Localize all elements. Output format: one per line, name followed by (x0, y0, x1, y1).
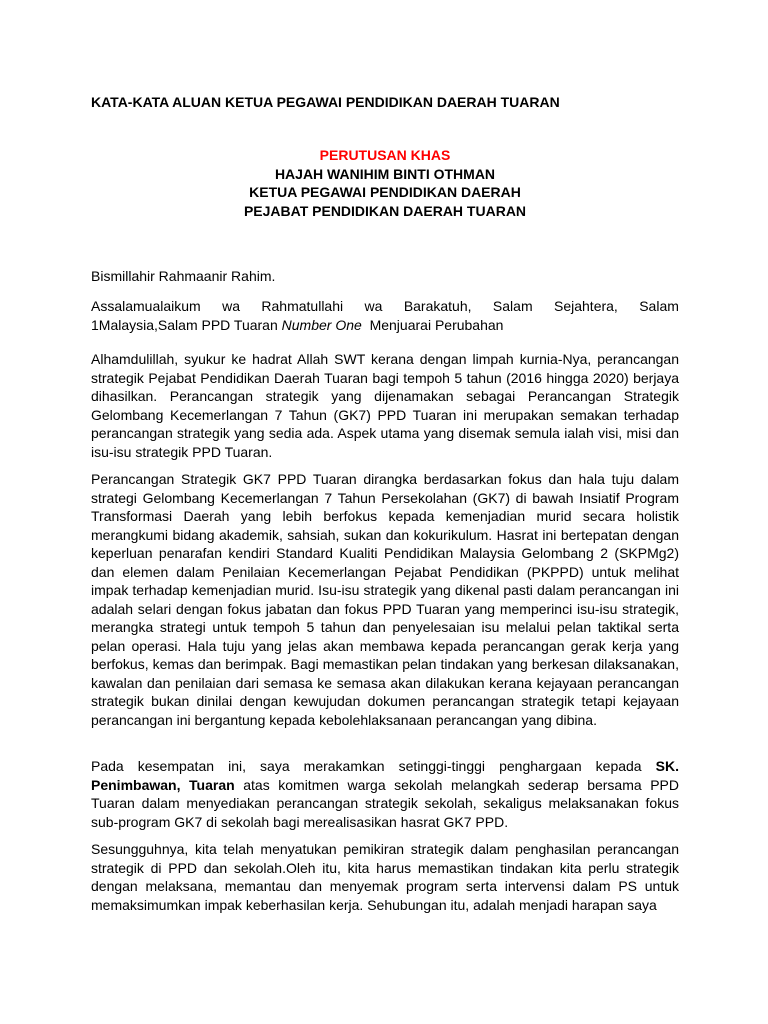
paragraph-1: Alhamdulillah, syukur ke hadrat Allah SWT kerana dengan limpah kurnia-Nya, perancangan strategik Pejabat Pendidikan Daerah Tuaran bagi tempoh 5 tahun (2016 hingga 2020) berjaya dihasilkan. Perancangan strategik yang dijenamakan sebagai Perancangan Strategik Gelombang Kecemerlangan 7 Tahun (GK7) PPD Tuaran ini merupakan semakan terhadap perancangan strategik yang sedia ada. Aspek utama yang disemak semula ialah visi, misi dan isu-isu strategik PPD Tuaran. (91, 351, 679, 460)
officer-position: KETUA PEGAWAI PENDIDIKAN DAERAH (249, 184, 521, 200)
officer-name: HAJAH WANIHIM BINTI OTHMAN (274, 165, 496, 182)
salam-word: Salam (639, 298, 679, 314)
paragraph-3-start: Pada kesempatan ini, saya merakamkan setinggi-tinggi penghargaan kepada (91, 758, 656, 774)
paragraph-3 (91, 757, 679, 831)
document-title: KATA-KATA ALUAN KETUA PEGAWAI PENDIDIKAN DAERAH TUARAN (91, 94, 560, 110)
salam-word: Rahmatullahi (261, 298, 344, 314)
salam-word: Barakatuh, (403, 298, 472, 314)
salam-italic: Number One (281, 316, 362, 333)
salam-line2-start: 1Malaysia,Salam PPD Tuaran (91, 316, 282, 333)
salam-line-2 (91, 316, 679, 335)
salam-word: Sejahtera, (554, 298, 618, 314)
header-label: PERUTUSAN KHAS (319, 147, 451, 163)
salam-word: wa (222, 298, 241, 314)
office-name: PEJABAT PENDIDIKAN DAERAH TUARAN (243, 202, 527, 219)
paragraph-2: Perancangan Strategik GK7 PPD Tuaran dirangka berdasarkan fokus dan hala tuju dalam strategi Gelombang Kecemerlangan 7 Tahun Persekolahan (GK7) di bawah Insiatif Program Transformasi Daerah yang lebih berfokus kepada kemenjadian murid secara holistik merangkumi bidang akademik, sahsiah, sukan dan kokurikulum. Hasrat ini bertepatan dengan keperluan penarafan kendiri Standard Kualiti Pendidikan Malaysia Gelombang 2 (SKPMg2) dan elemen dalam Penilaian Kecemerlangan Pejabat Pendidikan (PKPPD) untuk melihat impak terhadap kemenjadian murid. Isu-isu strategik yang dikenal pasti dalam perancangan ini adalah selari dengan fokus jabatan dan fokus PPD Tuaran yang memperinci isu-isu strategik, merangka strategi untuk tempoh 5 tahun dan penyelesaian isu melalui pelan taktikal serta pelan operasi. Hala tuju yang jelas akan membawa kepada perancangan gerak kerja yang berfokus, kemas dan berimpak. Bagi memastikan pelan tindakan yang berkesan dilaksanakan, kawalan dan penilaian dari semasa ke semasa akan dilakukan kerana kejayaan perancangan strategik bukan dinilai dengan kewujudan dokumen perancangan strategik tetapi kejayaan perancangan ini bergantung kepada kebolehlaksanaan perancangan yang dibina. (91, 471, 679, 728)
salam-paragraph (91, 297, 679, 334)
salam-word: Salam (492, 298, 533, 314)
salam-word: Assalamualaikum (91, 298, 201, 314)
salam-line2-end: Menjuarai Perubahan (361, 316, 504, 333)
opening-line: Bismillahir Rahmaanir Rahim. (91, 268, 276, 284)
message-header (91, 146, 679, 220)
salam-word: wa (364, 298, 383, 314)
paragraph-3-end: atas komitmen warga sekolah melangkah sederap bersama PPD Tuaran dalam menyediakan perancangan strategik sekolah, sekaligus melaksanakan fokus sub-program GK7 di sekolah bagi merealisasikan hasrat GK7 PPD. (91, 776, 680, 830)
school-name: SK. Penimbawan, Tuaran (91, 758, 679, 793)
paragraph-4: Sesungguhnya, kita telah menyatukan pemikiran strategik dalam penghasilan perancangan strategik di PPD dan sekolah.Oleh itu, kita harus memastikan tindakan kita perlu strategik dengan melaksana, memantau dan menyemak program serta intervensi dalam PS untuk memaksimumkan impak keberhasilan kerja. Sehubungan itu, adalah menjadi harapan saya (91, 841, 679, 913)
salam-line-1 (91, 297, 679, 316)
